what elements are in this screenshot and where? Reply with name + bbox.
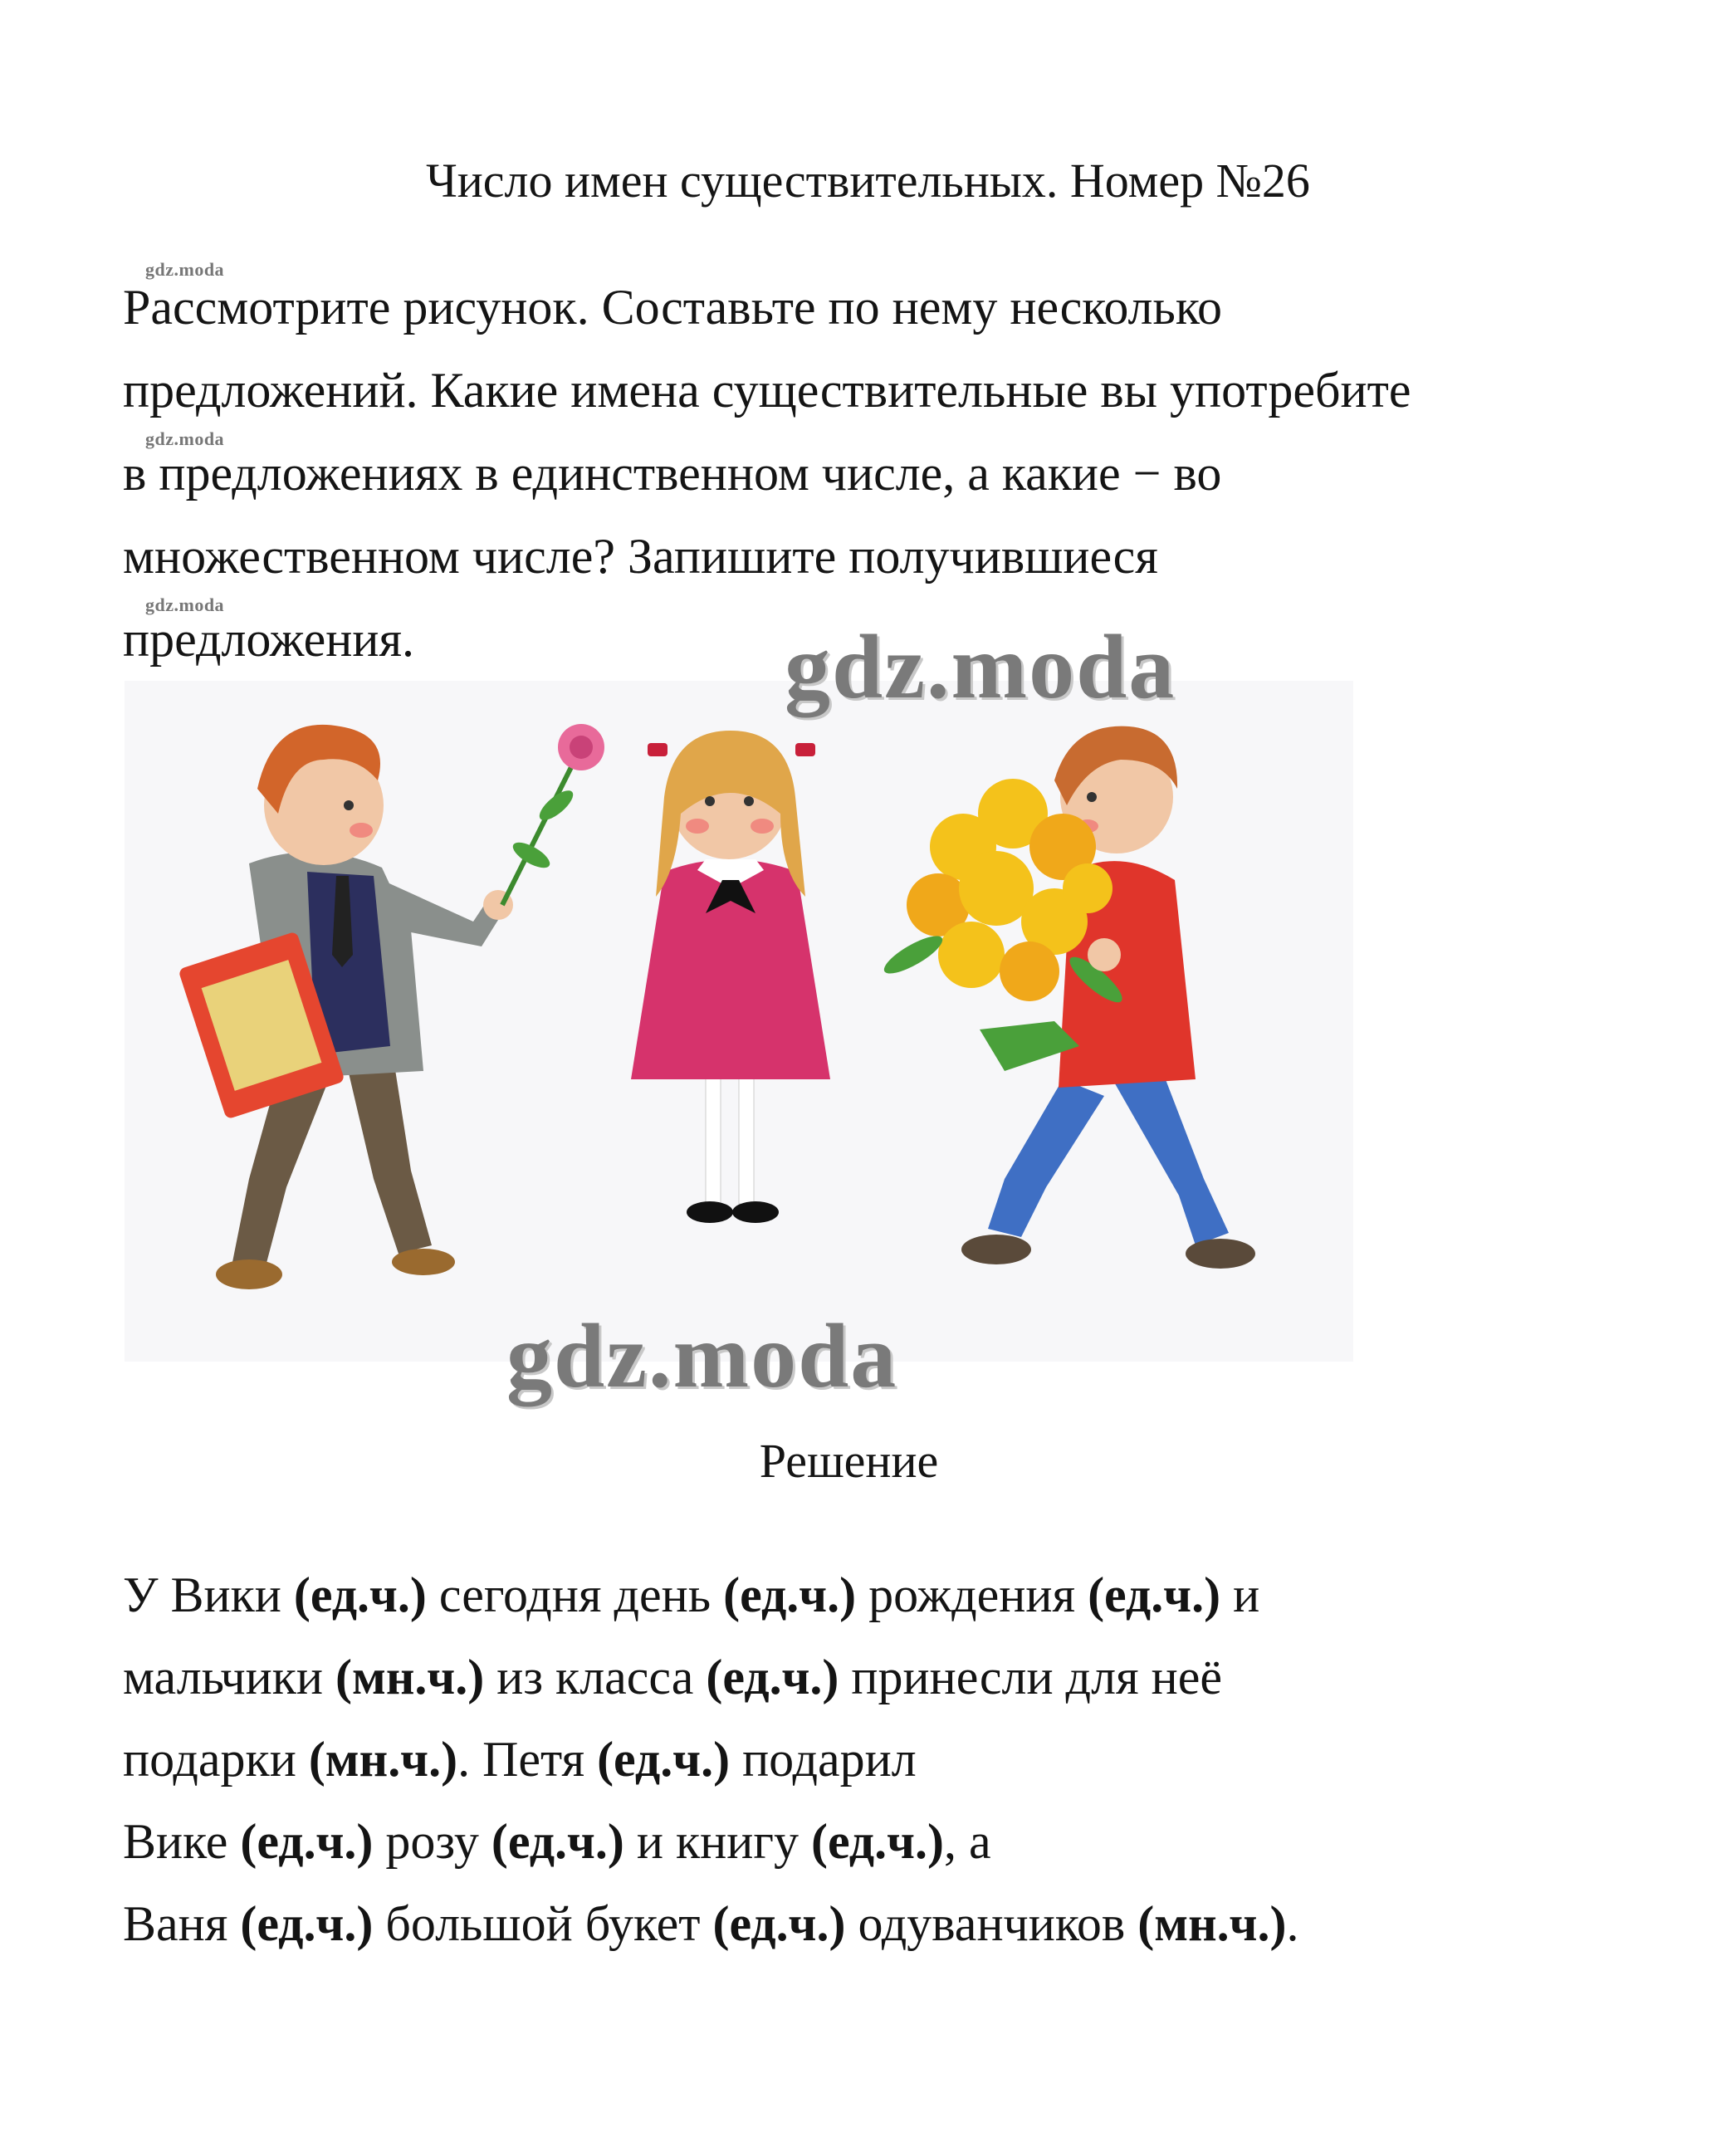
solution-line: У Вики (ед.ч.) сегодня день (ед.ч.) рождения (ед.ч.) и bbox=[123, 1567, 1260, 1622]
watermark-small: gdz.moda bbox=[145, 428, 225, 449]
task-line: предложений. Какие имена существительные вы употребите bbox=[123, 363, 1411, 418]
singular-tag: (ед.ч.) bbox=[1088, 1567, 1221, 1622]
plural-tag: (мн.ч.) bbox=[308, 1732, 458, 1787]
singular-tag: (ед.ч.) bbox=[810, 1814, 944, 1869]
watermark-large: gdz.moda bbox=[506, 1305, 898, 1406]
singular-tag: (ед.ч.) bbox=[723, 1567, 857, 1622]
task-line: в предложениях в единственном числе, а какие − во bbox=[123, 446, 1222, 501]
singular-tag: (ед.ч.) bbox=[491, 1814, 624, 1869]
watermark-large: gdz.moda bbox=[785, 616, 1176, 717]
solution-line: мальчики (мн.ч.) из класса (ед.ч.) принесли для неё bbox=[123, 1650, 1222, 1704]
singular-tag: (ед.ч.) bbox=[240, 1814, 374, 1869]
children-illustration bbox=[125, 681, 1353, 1362]
solution-line: Ваня (ед.ч.) большой букет (ед.ч.) одуванчиков (мн.ч.). bbox=[123, 1896, 1299, 1951]
watermark-small: gdz.moda bbox=[145, 594, 225, 615]
singular-tag: (ед.ч.) bbox=[597, 1732, 731, 1787]
task-line: множественном числе? Запишите получившиеся bbox=[123, 529, 1158, 584]
plural-tag: (мн.ч.) bbox=[335, 1650, 485, 1704]
singular-tag: (ед.ч.) bbox=[293, 1567, 427, 1622]
solution-line: подарки (мн.ч.). Петя (ед.ч.) подарил bbox=[123, 1732, 917, 1787]
solution-text bbox=[123, 1554, 1675, 1965]
watermark-small: gdz.moda bbox=[145, 259, 225, 280]
task-line: Рассмотрите рисунок. Составьте по нему несколько bbox=[123, 280, 1222, 335]
solution-heading: Решение bbox=[759, 1434, 939, 1488]
singular-tag: (ед.ч.) bbox=[706, 1650, 839, 1704]
page-title: Число имен существительных. Номер №26 bbox=[426, 154, 1310, 208]
solution-line: Вике (ед.ч.) розу (ед.ч.) и книгу (ед.ч.), а bbox=[123, 1814, 991, 1869]
plural-tag: (мн.ч.) bbox=[1137, 1896, 1287, 1951]
singular-tag: (ед.ч.) bbox=[712, 1896, 846, 1951]
task-line: предложения. bbox=[123, 612, 415, 667]
singular-tag: (ед.ч.) bbox=[240, 1896, 374, 1951]
